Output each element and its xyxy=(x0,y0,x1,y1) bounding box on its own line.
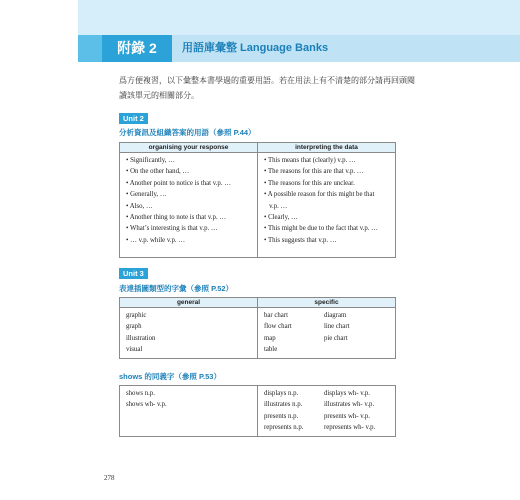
specific-terms-cell xyxy=(258,308,396,359)
list-item: • Another thing to note is that v.p. … xyxy=(126,214,227,222)
list-item: displays wh- v.p. xyxy=(324,390,371,397)
column-header-interpreting: interpreting the data xyxy=(258,143,396,153)
list-item: • The reasons for this are that v.p. … xyxy=(264,168,364,176)
organising-phrases-cell xyxy=(120,153,258,258)
list-item: • This means that (clearly) v.p. … xyxy=(264,157,356,164)
list-item: • This suggests that v.p. … xyxy=(264,236,337,244)
list-item: • … v.p. while v.p. … xyxy=(126,236,186,244)
interpreting-phrases-cell xyxy=(258,153,396,258)
list-item: displays n.p. xyxy=(264,390,299,397)
list-item: • Another point to notice is that v.p. … xyxy=(126,179,232,187)
appendix-tag: 附錄 2 xyxy=(117,40,157,56)
list-item: • The reasons for this are unclear. xyxy=(264,179,355,187)
intro-paragraph: 爲方便複習，以下彙整本書學過的重要用語。若在用法上有不清楚的部分請再回頭閱讀該單元的相關部分。 xyxy=(119,76,415,100)
page-number: 278 xyxy=(104,474,115,482)
list-item: • This might be due to the fact that v.p. … xyxy=(264,225,378,233)
shows-subhead: shows 的同義字（參照 P.53） xyxy=(119,372,221,381)
list-item: bar chart xyxy=(264,312,288,319)
list-item: graph xyxy=(126,323,142,331)
shows-table xyxy=(119,385,396,437)
list-item: • A possible reason for this might be that xyxy=(264,191,375,199)
list-item: graphic xyxy=(126,312,147,319)
column-header-general: general xyxy=(120,298,258,308)
shows-synonyms-cell xyxy=(258,386,396,437)
header-banner-top xyxy=(78,0,520,35)
column-header-organising: organising your response xyxy=(120,143,258,153)
list-item: presents wh- v.p. xyxy=(324,412,370,420)
list-item: • Significantly, … xyxy=(126,157,175,164)
list-item: pie chart xyxy=(324,334,348,342)
list-item: • Generally, … xyxy=(126,191,167,199)
list-item: map xyxy=(264,334,276,342)
list-item: illustrates wh- v.p. xyxy=(324,401,375,409)
list-item: visual xyxy=(126,346,143,354)
unit-2-table xyxy=(119,142,396,258)
list-item: presents n.p. xyxy=(264,412,299,420)
list-item: shows wh- v.p. xyxy=(126,401,167,409)
list-item: illustration xyxy=(126,334,156,342)
list-item: shows n.p. xyxy=(126,390,155,397)
list-item: represents n.p. xyxy=(264,424,304,432)
header-accent xyxy=(78,35,102,62)
unit-3-label: Unit 3 xyxy=(119,268,148,279)
list-item: v.p. … xyxy=(264,202,288,210)
list-item: diagram xyxy=(324,312,347,319)
list-item: • What’s interesting is that v.p. … xyxy=(126,225,218,233)
list-item: • Also, … xyxy=(126,202,153,210)
list-item: • On the other hand, … xyxy=(126,168,190,176)
list-item: represents wh- v.p. xyxy=(324,424,376,432)
list-item: illustrates n.p. xyxy=(264,401,303,409)
general-terms-cell xyxy=(120,308,258,359)
unit-2-subhead: 分析資訊及組織答案的用語（參照 P.44） xyxy=(119,128,256,137)
list-item: flow chart xyxy=(264,323,292,331)
unit-3-table xyxy=(119,297,396,359)
page-title: 用語庫彙整 Language Banks xyxy=(182,42,329,54)
list-item: table xyxy=(264,346,278,354)
column-header-specific: specific xyxy=(258,298,396,308)
list-item: • Clearly, … xyxy=(264,214,298,222)
unit-3-subhead: 表達插圖類型的字彙（參照 P.52） xyxy=(119,284,234,293)
unit-2-label: Unit 2 xyxy=(119,113,148,124)
shows-cell xyxy=(120,386,258,437)
list-item: line chart xyxy=(324,323,350,331)
